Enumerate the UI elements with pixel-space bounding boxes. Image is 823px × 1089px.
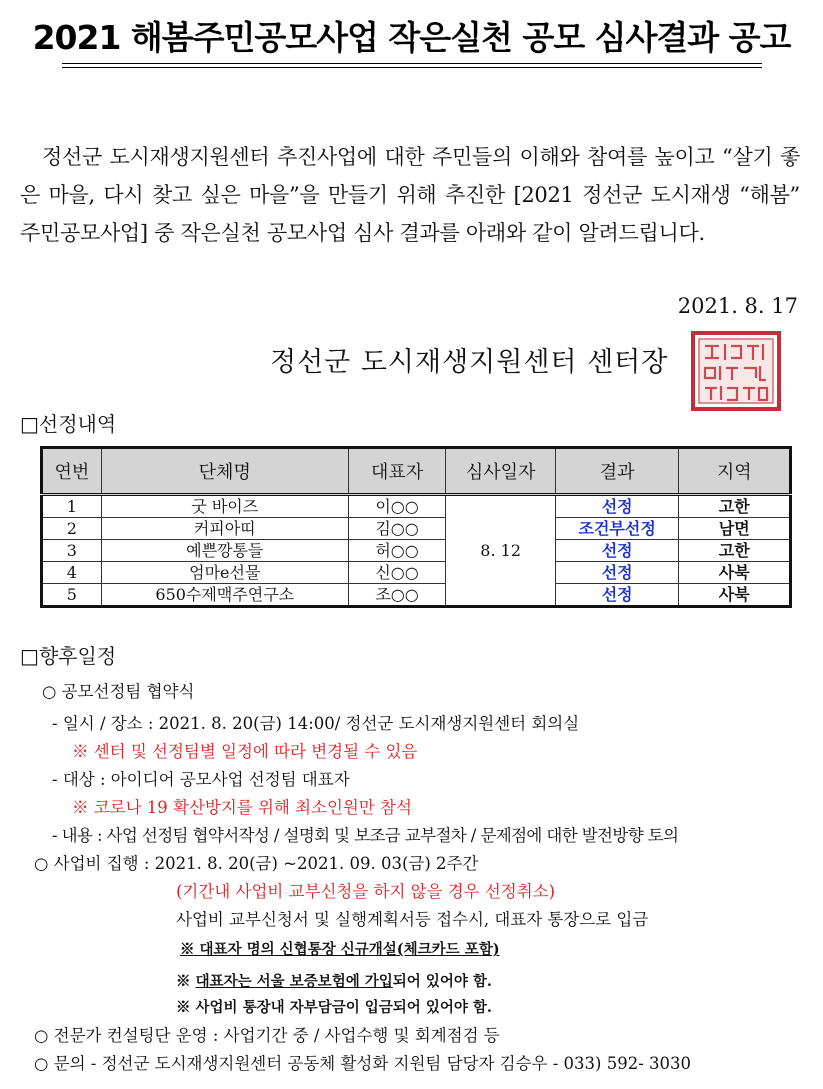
row-representative: 신○○ [348,562,446,584]
agreement-time-place: - 일시 / 장소 : 2021. 8. 20(금) 14:00/ 정선군 도시재생지원센터 회의실 [52,714,580,733]
row-region: 고한 [679,495,791,518]
row-no: 2 [42,518,102,540]
table-row [42,562,791,584]
schedule-item-budget: ○ 사업비 집행 : 2021. 8. 20(금) ~2021. 09. 03(금) 2주간 [34,854,479,873]
row-region: 사북 [679,584,791,607]
row-no: 1 [42,495,102,518]
header-group-name: 단체명 [101,448,348,495]
row-no: 4 [42,562,102,584]
header-no: 연번 [42,448,102,495]
table-row [42,540,791,562]
selection-table [40,446,792,608]
notice-date: 2021. 8. 17 [677,294,798,318]
center-director-name: 정선군 도시재생지원센터 센터장 [270,347,669,378]
insurance-suffix: 되어 있어야 함. [392,973,492,990]
schedule-item-consulting: ○ 전문가 컨설팅단 운영 : 사업기간 중 / 사업수행 및 회계점검 등 [34,1026,500,1045]
header-representative: 대표자 [348,448,446,495]
row-group-name: 굿 바이즈 [101,495,348,518]
row-region: 남면 [679,518,791,540]
row-representative: 이○○ [348,495,446,518]
header-result: 결과 [555,448,678,495]
row-representative: 김○○ [348,518,446,540]
row-review-date: 8. 12 [446,495,556,607]
row-result: 선정 [555,562,678,584]
official-seal [690,330,782,412]
section-selection-heading: □선정내역 [20,412,117,436]
budget-requirement-insurance [176,970,492,991]
header-review-date: 심사일자 [446,448,556,495]
table-header-row [42,448,791,495]
budget-cancel-note: (기간내 사업비 교부신청을 하지 않을 경우 선정취소) [176,882,556,901]
budget-requirement-self-funding: ※ 사업비 통장내 자부담금이 입금되어 있어야 함. [176,999,492,1016]
budget-deposit-note: 사업비 교부신청서 및 실행계획서등 접수시, 대표자 통장으로 입금 [176,910,649,929]
intro-paragraph: 정선군 도시재생지원센터 추진사업에 대한 주민들의 이해와 참여를 높이고 “살기 좋은 마을, 다시 찾고 싶은 마을”을 만들기 위해 추진한 [2021 정선군 도시재생 “해봄” 주민공모사업] 중 작은실천 공모사업 심사 결과를 아래와 같이 알려드립니다. [20,145,800,245]
table-row [42,584,791,607]
schedule-item-agreement: ○ 공모선정팀 협약식 [42,682,195,701]
row-group-name: 커피아띠 [101,518,348,540]
agreement-change-note: ※ 센터 및 선정팀별 일정에 따라 변경될 수 있음 [72,742,418,761]
title-underline-thin [62,67,762,68]
agreement-covid-note: ※ 코로나 19 확산방지를 위해 최소인원만 참석 [72,798,412,817]
row-group-name: 엄마e선물 [101,562,348,584]
row-result: 조건부선정 [555,518,678,540]
section-schedule-heading: □향후일정 [20,644,117,668]
schedule-item-contact: ○ 문의 - 정선군 도시재생지원센터 공동체 활성화 지원팀 담당자 김승우 - 033) 592- 3030 [34,1054,692,1073]
row-representative: 허○○ [348,540,446,562]
row-region: 고한 [679,540,791,562]
row-result: 선정 [555,584,678,607]
insurance-underlined: 대표자는 서울 보증보험에 가입 [195,973,393,990]
row-no: 5 [42,584,102,607]
row-no: 3 [42,540,102,562]
row-result: 선정 [555,495,678,518]
header-region: 지역 [679,448,791,495]
row-result: 선정 [555,540,678,562]
budget-requirement-account: ※ 대표자 명의 신협통장 신규개설(체크카드 포함) [180,941,500,958]
insurance-prefix: ※ [176,973,196,990]
page-title: 2021 해봄주민공모사업 작은실천 공모 심사결과 공고 [32,18,791,57]
row-group-name: 예쁜깡통들 [101,540,348,562]
row-region: 사북 [679,562,791,584]
table-row [42,518,791,540]
agreement-content: - 내용 : 사업 선정팀 협약서작성 / 설명회 및 보조금 교부절차 / 문제점에 대한 발전방향 토의 [52,826,679,845]
title-underline [62,63,762,64]
table-row [42,495,791,518]
row-representative: 조○○ [348,584,446,607]
row-group-name: 650수제맥주연구소 [101,584,348,607]
agreement-target: - 대상 : 아이디어 공모사업 선정팀 대표자 [52,770,350,789]
